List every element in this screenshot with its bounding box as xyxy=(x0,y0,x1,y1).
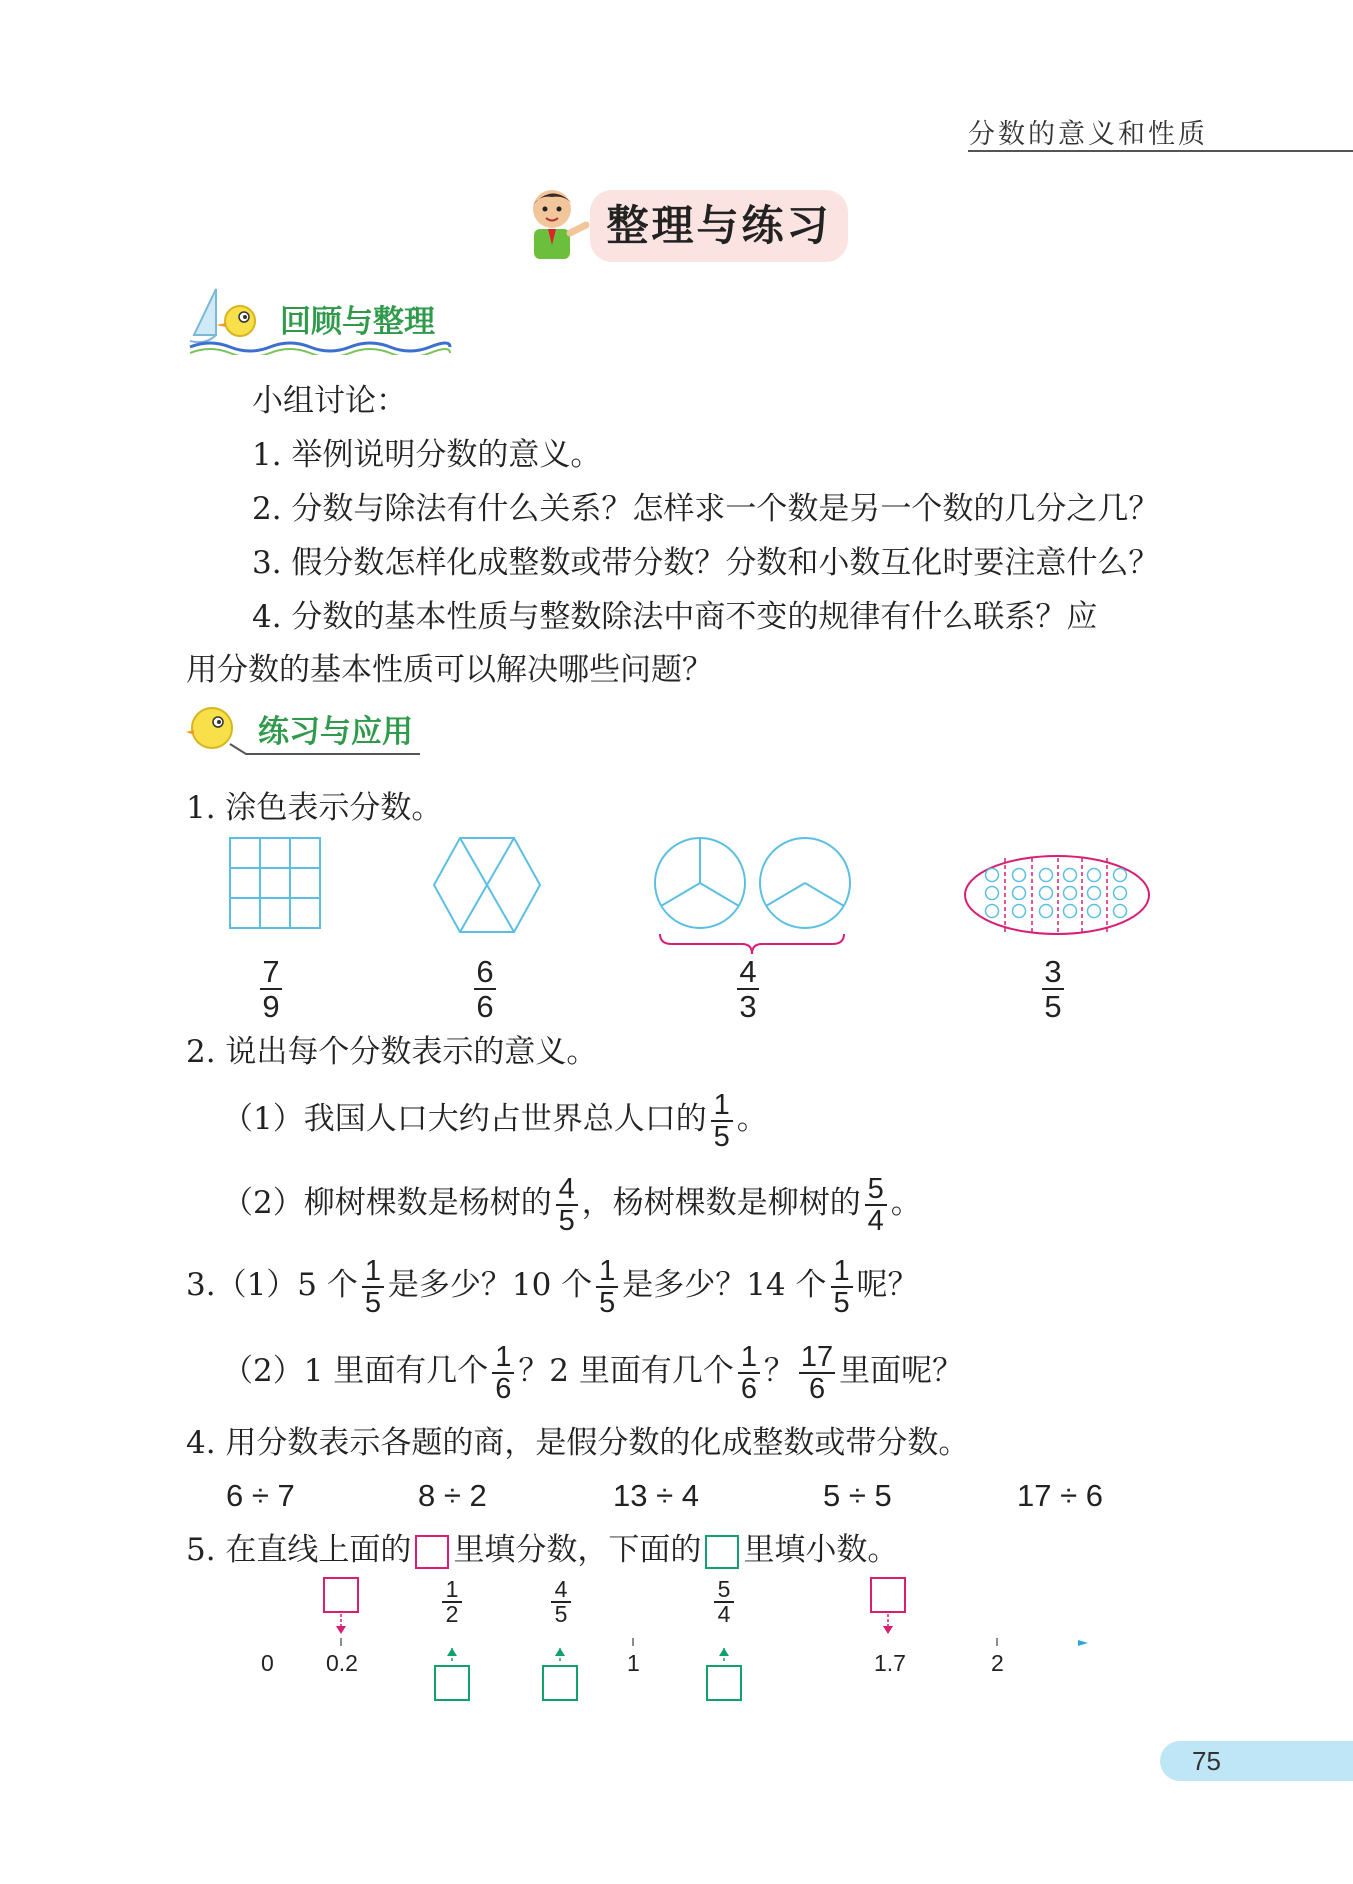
q5-top-frac-3: $\frac{5}{4}$ xyxy=(710,1578,738,1626)
review-item-2: 2. 分数与除法有什么关系？怎样求一个数是另一个数的几分之几？ xyxy=(252,491,1160,527)
review-item-4: 4. 分数的基本性质与整数除法中商不变的规律有什么联系？应 xyxy=(252,599,1098,635)
q5-label-1-7: 1.7 xyxy=(874,1650,906,1676)
review-heading: 回顾与整理 xyxy=(280,304,435,339)
practice-heading: 练习与应用 xyxy=(258,714,413,749)
q4-expr-2: 8 ÷ 2 xyxy=(418,1478,487,1513)
two-circles-figure xyxy=(650,836,860,966)
oval-dots-figure xyxy=(962,854,1152,936)
q1-frac-3: $\frac{4}{3}$ xyxy=(733,955,763,1023)
q4-expr-1: 6 ÷ 7 xyxy=(226,1478,295,1513)
green-box-icon xyxy=(705,1535,739,1569)
grid-3x3-figure xyxy=(228,836,322,930)
chapter-header xyxy=(968,112,1353,152)
q1-frac-4: $\frac{3}{5}$ xyxy=(1038,955,1068,1023)
q5-top-frac-2: $\frac{4}{5}$ xyxy=(547,1578,575,1626)
q5-label-2: 2 xyxy=(991,1650,1004,1676)
q2-part-2: （2）柳树棵数是杨树的 $\frac{4}{5}$ ，杨树棵数是柳树的 $\frac{5}{4}$ 。 xyxy=(222,1172,922,1237)
page-number-tab xyxy=(1160,1741,1353,1781)
q3-part-2: （2）1 里面有几个 $\frac{1}{6}$ ？2 里面有几个 $\frac{1}{6}$ ？ $\frac{17}{6}$ 里面呢？ xyxy=(222,1340,964,1405)
review-item-3: 3. 假分数怎样化成整数或带分数？分数和小数互化时要注意什么？ xyxy=(252,545,1160,581)
q3-part-1: 3.（1）5 个 $\frac{1}{5}$ 是多少？10 个 $\frac{1}{5}$ 是多少？14 个 $\frac{1}{5}$ 呢？ xyxy=(186,1254,919,1319)
q2-text: 2. 说出每个分数表示的意义。 xyxy=(186,1034,598,1070)
q5-label-0: 0 xyxy=(261,1650,274,1676)
chapter-title: 分数的意义和性质 xyxy=(968,119,1208,150)
q5-text: 5. 在直线上面的 里填分数，下面的 里填小数。 xyxy=(186,1532,899,1568)
q4-expr-5: 17 ÷ 6 xyxy=(1017,1478,1103,1513)
review-item-4-cont: 用分数的基本性质可以解决哪些问题？ xyxy=(186,652,713,688)
review-lead: 小组讨论： xyxy=(252,383,407,419)
q4-expr-4: 5 ÷ 5 xyxy=(823,1478,892,1513)
page-number: 75 xyxy=(1192,1746,1221,1776)
q1-frac-1: $\frac{7}{9}$ xyxy=(256,955,286,1023)
pink-box-icon xyxy=(415,1535,449,1569)
q4-expr-3: 13 ÷ 4 xyxy=(613,1478,699,1513)
q5-label-1: 1 xyxy=(627,1650,640,1676)
page-title: 整理与练习 xyxy=(606,202,832,249)
q1-frac-2: $\frac{6}{6}$ xyxy=(470,955,500,1023)
number-line xyxy=(250,1576,1100,1706)
boy-pointing-icon xyxy=(512,183,594,265)
q4-text: 4. 用分数表示各题的商，是假分数的化成整数或带分数。 xyxy=(186,1425,970,1461)
q2-part-1: （1）我国人口大约占世界总人口的 $\frac{1}{5}$ 。 xyxy=(222,1088,768,1153)
page-title-box xyxy=(590,190,848,262)
q5-label-0-2: 0.2 xyxy=(326,1650,358,1676)
hexagon-figure xyxy=(432,836,542,934)
review-item-1: 1. 举例说明分数的意义。 xyxy=(252,437,602,473)
q5-top-frac-1: $\frac{1}{2}$ xyxy=(438,1578,466,1626)
q1-text: 1. 涂色表示分数。 xyxy=(186,790,443,826)
